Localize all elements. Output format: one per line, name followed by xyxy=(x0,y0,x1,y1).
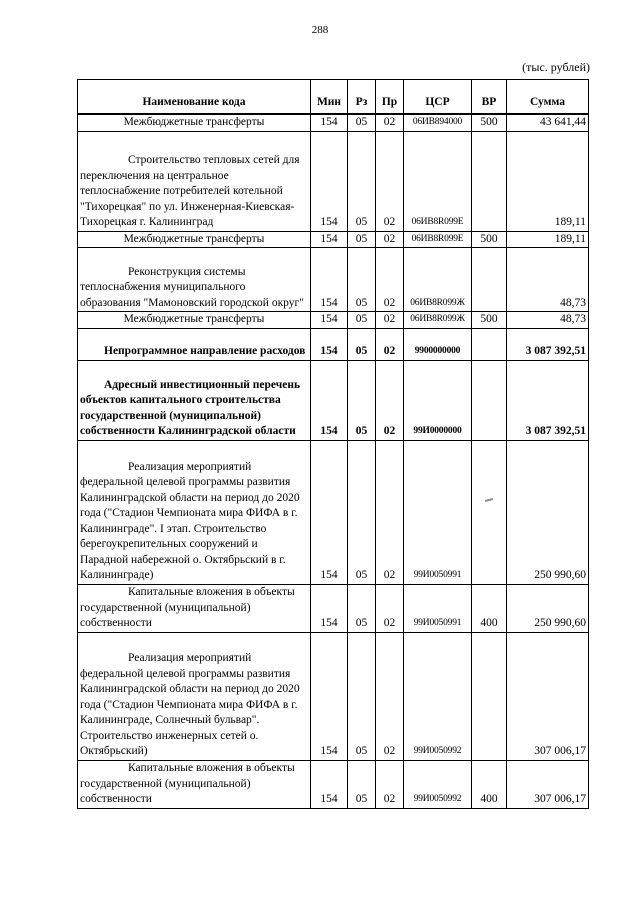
table-row xyxy=(78,360,589,440)
table-row xyxy=(78,632,589,760)
header-sum: Сумма xyxy=(507,80,589,115)
row-pr: 02 xyxy=(376,632,404,760)
row-vr: 400 xyxy=(472,760,507,808)
row-sum: 250 990,60 xyxy=(507,584,589,632)
row-vr xyxy=(472,131,507,231)
row-rz: 05 xyxy=(348,114,376,131)
row-csr: 9900000000 xyxy=(404,328,472,360)
row-csr: 06ИВ8R099Ж xyxy=(404,312,472,329)
row-pr: 02 xyxy=(376,114,404,131)
row-csr: 99И0050991 xyxy=(404,584,472,632)
row-name xyxy=(78,360,311,440)
row-csr: 06ИВ8R099Ж xyxy=(404,248,472,312)
row-pr: 02 xyxy=(376,231,404,248)
table-row xyxy=(78,440,589,584)
table-row xyxy=(78,760,589,808)
row-sum: 189,11 xyxy=(507,231,589,248)
row-sum: 48,73 xyxy=(507,248,589,312)
header-pr: Пр xyxy=(376,80,404,115)
row-min: 154 xyxy=(311,328,348,360)
row-csr: 99И0050992 xyxy=(404,760,472,808)
table-row xyxy=(78,584,589,632)
row-rz: 05 xyxy=(348,440,376,584)
row-min: 154 xyxy=(311,231,348,248)
row-name xyxy=(78,440,311,584)
row-csr: 06ИВ8R099E xyxy=(404,131,472,231)
table-row xyxy=(78,328,589,360)
row-rz: 05 xyxy=(348,231,376,248)
header-rz: Рз xyxy=(348,80,376,115)
row-name: Межбюджетные трансферты xyxy=(78,114,311,131)
row-rz: 05 xyxy=(348,328,376,360)
row-name-text: Реконструкция системы теплоснабжения муниципального образования "Мамоновский городской округ" xyxy=(80,265,304,309)
row-vr xyxy=(472,248,507,312)
table-row xyxy=(78,312,589,329)
row-csr: 99И0050991 xyxy=(404,440,472,584)
row-csr: 99И0050992 xyxy=(404,632,472,760)
unit-note: (тыс. рублей) xyxy=(522,60,590,74)
header-csr: ЦСР xyxy=(404,80,472,115)
row-min: 154 xyxy=(311,760,348,808)
table-row xyxy=(78,114,589,131)
row-rz: 05 xyxy=(348,131,376,231)
row-csr: 06ИВ894000 xyxy=(404,114,472,131)
row-sum: 189,11 xyxy=(507,131,589,231)
row-pr: 02 xyxy=(376,131,404,231)
budget-table xyxy=(77,79,589,809)
row-name xyxy=(78,328,311,360)
row-vr xyxy=(472,328,507,360)
row-sum: 307 006,17 xyxy=(507,760,589,808)
row-min: 154 xyxy=(311,360,348,440)
row-pr: 02 xyxy=(376,440,404,584)
row-name xyxy=(78,760,311,808)
row-name xyxy=(78,131,311,231)
row-name-text: Реализация мероприятий федеральной целевой программы развития Калининградской области на период до 2020 года ("Стадион Чемпионата мира ФИФА в г. Калининграде, Солнечный бульвар". Строительство инженерных сетей о. Октябрьский) xyxy=(80,652,303,757)
row-vr: 500 xyxy=(472,231,507,248)
row-vr: 500 xyxy=(472,312,507,329)
row-csr: 99И0000000 xyxy=(404,360,472,440)
row-sum: 307 006,17 xyxy=(507,632,589,760)
row-name-text: Капитальные вложения в объекты государственной (муниципальной) собственности xyxy=(80,586,298,629)
row-pr: 02 xyxy=(376,584,404,632)
row-pr: 02 xyxy=(376,328,404,360)
row-min: 154 xyxy=(311,584,348,632)
row-vr xyxy=(472,632,507,760)
row-sum: 3 087 392,51 xyxy=(507,328,589,360)
row-pr: 02 xyxy=(376,360,404,440)
row-name-text: Строительство тепловых сетей для переключения на центральное теплоснабжение потребителей котельной "Тихорецкая" по ул. Инженерная-Киевская-Тихорецкая г. Калининград xyxy=(80,154,303,228)
row-csr: 06ИВ8R099E xyxy=(404,231,472,248)
row-pr: 02 xyxy=(376,760,404,808)
page-number: 288 xyxy=(311,24,329,36)
row-name-text: Реализация мероприятий федеральной целевой программы развития Калининградской области на период до 2020 года ("Стадион Чемпионата мира ФИФА в г. Калининграде". I этап. Строительство берегоукрепительных сооружений и Парадной набережной о. Октябрьский в г. Калининграде) xyxy=(80,460,303,581)
row-rz: 05 xyxy=(348,248,376,312)
row-min: 154 xyxy=(311,248,348,312)
row-vr: 400 xyxy=(472,584,507,632)
row-name: Межбюджетные трансферты xyxy=(78,231,311,248)
table-row xyxy=(78,231,589,248)
row-min: 154 xyxy=(311,114,348,131)
row-vr: 500 xyxy=(472,114,507,131)
row-sum: 48,73 xyxy=(507,312,589,329)
row-rz: 05 xyxy=(348,360,376,440)
row-min: 154 xyxy=(311,632,348,760)
row-min: 154 xyxy=(311,440,348,584)
row-pr: 02 xyxy=(376,248,404,312)
table-row xyxy=(78,131,589,231)
row-min: 154 xyxy=(311,312,348,329)
row-name xyxy=(78,584,311,632)
row-name-text: Непрограммное направление расходов xyxy=(104,345,306,357)
table-row xyxy=(78,248,589,312)
header-min: Мин xyxy=(311,80,348,115)
row-min: 154 xyxy=(311,131,348,231)
row-sum: 3 087 392,51 xyxy=(507,360,589,440)
row-name xyxy=(78,632,311,760)
row-name xyxy=(78,248,311,312)
row-name-text: Капитальные вложения в объекты государственной (муниципальной) собственности xyxy=(80,762,298,805)
row-rz: 05 xyxy=(348,312,376,329)
row-rz: 05 xyxy=(348,760,376,808)
table-header-row xyxy=(78,80,589,115)
row-sum: 250 990,60 xyxy=(507,440,589,584)
row-rz: 05 xyxy=(348,584,376,632)
row-vr xyxy=(472,360,507,440)
row-rz: 05 xyxy=(348,632,376,760)
row-pr: 02 xyxy=(376,312,404,329)
row-sum: 43 641,44 xyxy=(507,114,589,131)
header-name: Наименование кода xyxy=(78,80,311,115)
header-vr: ВР xyxy=(472,80,507,115)
row-name: Межбюджетные трансферты xyxy=(78,312,311,329)
row-name-text: Адресный инвестиционный перечень объектов капитального строительства государственной (муниципальной) собственности Калининградской области xyxy=(80,378,303,437)
row-vr xyxy=(472,440,507,584)
